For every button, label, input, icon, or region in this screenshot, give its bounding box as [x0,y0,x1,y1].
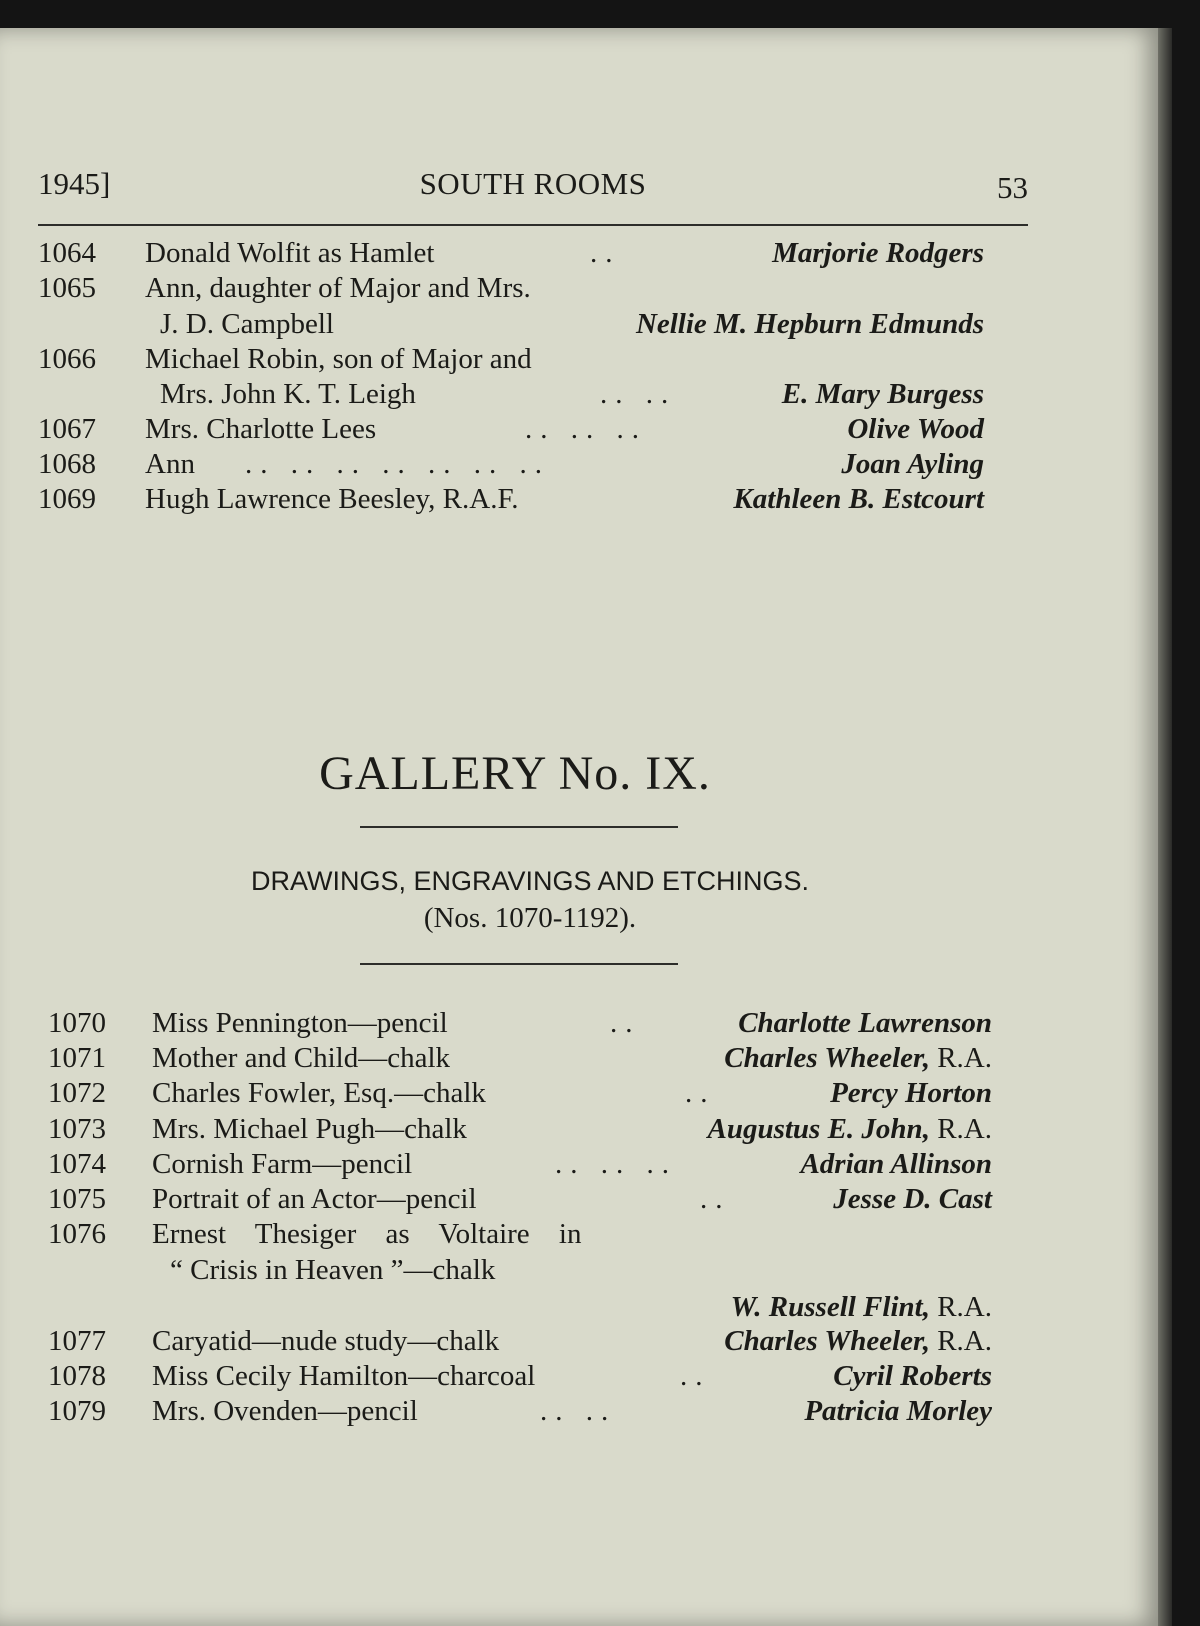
entry-number: 1077 [48,1325,106,1357]
artist-suffix: R.A. [937,1113,992,1145]
entry-number: 1064 [38,237,96,269]
entry-number: 1071 [48,1042,106,1074]
entry-number: 1068 [38,448,96,480]
leader-dots: .. .. [600,378,677,410]
entry-number: 1075 [48,1183,106,1215]
section-subtitle: DRAWINGS, ENGRAVINGS AND ETCHINGS. [250,866,810,896]
section-rule-upper [360,826,678,828]
entry-title: Ann [145,448,195,480]
header-title: SOUTH ROOMS [419,166,647,201]
entry-title: Cornish Farm—pencil [152,1148,413,1180]
artist-suffix: R.A. [937,1291,992,1323]
section-rule-lower [360,963,678,965]
artist-name: Charles Wheeler, [724,1325,930,1357]
entry-title: Ann, daughter of Major and Mrs. [145,272,531,304]
leader-dots: .. .. .. .. .. .. .. [245,448,550,480]
catalogue-page [0,28,1162,1626]
entry-title: Miss Cecily Hamilton—charcoal [152,1360,536,1392]
entry-title: Charles Fowler, Esq.—chalk [152,1077,486,1109]
leader-dots: .. [700,1183,731,1215]
entry-artist: Joan Ayling [841,448,984,480]
entry-number: 1070 [48,1007,106,1039]
entry-artist: Percy Horton [830,1077,992,1109]
leader-dots: .. [685,1077,716,1109]
entry-title: Mrs. Charlotte Lees [145,413,377,445]
section-number-range: (Nos. 1070-1192). [423,902,637,934]
entry-number: 1067 [38,413,96,445]
entry-number: 1073 [48,1113,106,1145]
entry-artist [724,1324,992,1359]
artist-name: Charles Wheeler, [724,1042,930,1074]
entry-artist: Adrian Allinson [800,1148,992,1180]
entry-title-line2: Mrs. John K. T. Leigh [160,378,416,410]
entry-artist: Charlotte Lawrenson [738,1007,992,1039]
entry-number: 1066 [38,343,96,375]
entry-number: 1069 [38,483,96,515]
page-edge-shadow [1158,28,1172,1626]
entry-title: Mrs. Michael Pugh—chalk [152,1113,467,1145]
entry-number: 1065 [38,272,96,304]
running-header [38,146,1028,205]
entry-title: Ernest Thesiger as Voltaire in [152,1218,582,1250]
header-year: 1945] [38,166,111,201]
entry-artist: Olive Wood [847,413,984,445]
entry-title: Mrs. Ovenden—pencil [152,1395,418,1427]
entry-artist: E. Mary Burgess [781,378,984,410]
entry-title: Hugh Lawrence Beesley, R.A.F. [145,483,519,515]
artist-suffix: R.A. [937,1325,992,1357]
entry-title: Portrait of an Actor—pencil [152,1183,477,1215]
entry-title-line2: J. D. Campbell [160,308,334,340]
entry-artist: Jesse D. Cast [833,1183,992,1215]
leader-dots: .. .. .. [525,413,647,445]
leader-dots: .. [680,1360,711,1392]
entry-title: Michael Robin, son of Major and [145,343,532,375]
entry-title: Miss Pennington—pencil [152,1007,448,1039]
entry-number: 1076 [48,1218,106,1250]
artist-name: Augustus E. John, [707,1113,930,1145]
entry-artist: Kathleen B. Estcourt [733,483,984,515]
entry-artist [707,1112,992,1147]
artist-name: W. Russell Flint, [730,1291,930,1323]
entry-title: Donald Wolfit as Hamlet [145,237,435,269]
artist-suffix: R.A. [937,1042,992,1074]
entry-title-line2: “ Crisis in Heaven ”—chalk [170,1254,496,1286]
entry-number: 1079 [48,1395,106,1427]
header-rule [38,224,1028,226]
entry-number: 1074 [48,1148,106,1180]
entry-artist [724,1041,992,1076]
leader-dots: .. .. .. [555,1148,677,1180]
entry-number: 1078 [48,1360,106,1392]
entry-number: 1072 [48,1077,106,1109]
leader-dots: .. [590,237,621,269]
entry-title: Mother and Child—chalk [152,1042,451,1074]
entry-artist [731,1290,992,1325]
entry-artist: Marjorie Rodgers [772,237,984,269]
leader-dots: .. [610,1007,641,1039]
entry-title: Caryatid—nude study—chalk [152,1325,500,1357]
entry-artist: Nellie M. Hepburn Edmunds [635,308,984,340]
gallery-heading: GALLERY No. IX. [319,747,711,800]
entry-artist: Cyril Roberts [833,1360,992,1392]
page-number: 53 [997,170,1028,205]
leader-dots: .. .. [540,1395,617,1427]
entry-artist: Patricia Morley [804,1395,992,1427]
